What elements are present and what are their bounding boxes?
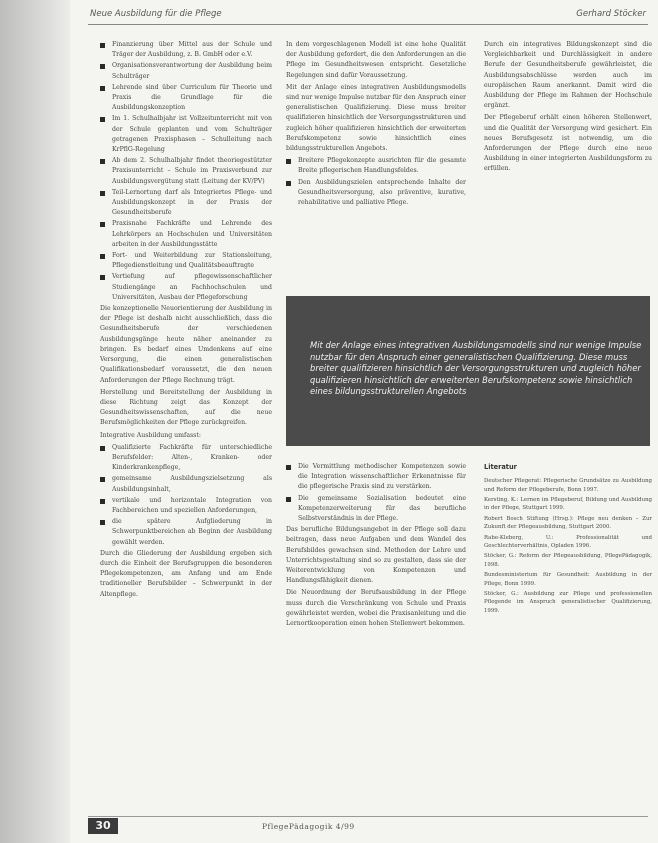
paragraph: Durch ein integratives Bildungskonzept sind die Vergleichbarkeit und Durchlässigkeit in andere Berufe der Gesundheitsberufe gewährleistet, die Ausbildungsabschlüsse werden auch im europäischen Raum anerkannt. Damit wird die Ausbildung der Pflege im Rahmen der Hochschule ergänzt. (484, 41, 652, 110)
paragraph: Durch die Gliederung der Ausbildung ergeben sich durch die Einheit der Berufsgruppen die besonderen Pflegekompetenzen, am Anfang und am Ende traditioneller Berufsbilder – Schwerpunkt in der Altenpflege. (100, 549, 272, 598)
list-item: vertikale und horizontale Integration von Fachbereichen und speziellen Anforderungen, (100, 496, 272, 516)
bullet-square-icon (100, 254, 105, 259)
bullet-square-icon (286, 497, 291, 502)
page-gutter (0, 0, 70, 843)
literature-entry: Bundesministerium für Gesundheit: Ausbildung in der Pflege, Bonn 1999. (484, 572, 652, 587)
list-item: Die Vermittlung methodischer Kompetenzen sowie die Integration wissenschaftlicher Erkenntnisse für die pflegerische Praxis sind zu verstärken. (286, 462, 466, 493)
paragraph: Integrative Ausbildung umfasst: (100, 431, 201, 439)
paragraph: Die Neuordnung der Berufsausbildung in der Pflege muss durch die Verschränkung von Schule und Praxis gewährleistet werden, wobei die Praxisanleitung und die Lernortkooperation einen hohen Stellenwert bekommen. (286, 589, 466, 628)
list-item: Qualifizierte Fachkräfte für unterschiedliche Berufsfelder: Alten-, Kranken- oder Kinderkrankenpflege, (100, 443, 272, 474)
list-item: Lehrende sind über Curriculum für Theorie und Praxis die Grundlage für die Ausbildungskonzeption (100, 83, 272, 114)
list-item: Ab dem 2. Schulhalbjahr findet theoriegestützter Praxisunterricht – Schule im Praxisverbund zur Ausbildungsvergütung statt (Leitung der KV/PV) (100, 156, 272, 187)
paragraph: Die konzeptionelle Neuorientierung der Ausbildung in der Pflege ist deshalb nicht ausschließlich, dass die Gesundheitsberufe der verschiedenen Ausbildungsgänge heute näher aneinander zu bringen. Es bedarf eines Umdenkens auf eine Versorgung, die einen generalistischen Qualifikationsbedarf voraussetzt, die den neuen Anforderungen der Pflege Rechnung trägt. (100, 305, 272, 384)
header-title: Neue Ausbildung für die Pflege (90, 9, 222, 19)
list-item: die spätere Aufgliederung in Schwerpunktbereichen ab Beginn der Ausbildung gewählt werden. (100, 517, 272, 548)
list-item: Im 1. Schulhalbjahr ist Vollzeitunterricht mit von der Schule geplanten und vom Schulträger getragenen Praxisphasen – Schulleitung nach KrPflG-Regelung (100, 114, 272, 155)
bullet-square-icon (100, 191, 105, 196)
bullet-square-icon (100, 64, 105, 69)
running-header (90, 9, 646, 23)
literature-entry: Stöcker, G.: Ausbildung zur Pflege und professionellen Pflegende im Anspruch generalistischer Qualifizierung, 1999. (484, 591, 652, 614)
header-author: Gerhard Stöcker (576, 9, 646, 19)
bullet-square-icon (100, 499, 105, 504)
column-middle-lower (286, 462, 466, 631)
literature-list (484, 477, 652, 615)
list-item: Die gemeinsame Sozialisation bedeutet eine Kompetenzerweiterung für das berufliche Selbstverständnis in der Pflege. (286, 494, 466, 525)
footer-rule (88, 816, 648, 817)
pullquote-text: Mit der Anlage eines integrativen Ausbildungsmodells sind nur wenige Impulse nutzbar für den Anspruch einer generalistischen Qualifizierung. Diese muss breiter qualifizieren hinsichtlich der Versorgungsstrukturen und zugleich höher qualifizieren hinsichtlich der erweiterten Berufskompetenz sowie hinsichtlich eines bildungsstrukturellen Angebots (310, 340, 642, 396)
column-right (484, 40, 652, 177)
literature-entry: Kersting, K.: Lernen im Pflegeberuf, Bildung und Ausbildung in der Pflege, Stuttgart 1999. (484, 497, 652, 512)
bullet-square-icon (100, 477, 105, 482)
literature-title: Literatur (484, 463, 517, 471)
list-item: Vertiefung auf pflegewissenschaftlicher Studiengänge an Fachhochschulen und Universitäten, Ausbau der Pflegeforschung (100, 272, 272, 303)
list-item: Den Ausbildungszielen entsprechende Inhalte der Gesundheitsversorgung, also präventive, kurative, rehabilitative und palliative Pflege. (286, 178, 466, 209)
paragraph: Der Pflegeberuf erhält einen höheren Stellenwert, und die Qualität der Versorgung wird gesichert. Ein neues Berufsgesetz ist notwendig, um die Anforderungen der Pflege durch eine neue Ausbildung in einer integrierten Ausbildungsform zu erfüllen. (484, 114, 652, 173)
page-number: 30 (88, 818, 118, 834)
bullet-list-c (286, 156, 466, 208)
list-item: gemeinsame Ausbildungszielsetzung als Ausbildungsinhalt, (100, 474, 272, 494)
paragraph: Mit der Anlage eines integrativen Ausbildungsmodells sind nur wenige Impulse nutzbar für den Anspruch einer generalistischen Qualifizierung. Diese muss breiter qualifizieren hinsichtlich der Versorgungsstrukturen und zugleich höher qualifizieren hinsichtlich der erweiterten Berufskompetenz sowie hinsichtlich eines bildungsstrukturellen Angebots. (286, 83, 466, 153)
literature-entry: Robert Bosch Stiftung (Hrsg.): Pflege neu denken – Zur Zukunft der Pflegeausbildung, Stuttgart 2000. (484, 515, 652, 531)
bullet-list-a (100, 40, 272, 303)
bullet-square-icon (286, 465, 291, 470)
list-item: Organisationsverantwortung der Ausbildung beim Schulträger (100, 61, 272, 81)
bullet-square-icon (286, 181, 291, 186)
bullet-square-icon (100, 117, 105, 122)
footer-brand: PflegePädagogik 4/99 (262, 822, 355, 831)
bullet-list-d (286, 462, 466, 524)
bullet-list-b (100, 443, 272, 548)
header-rule (88, 24, 648, 25)
bullet-square-icon (100, 222, 105, 227)
literature-section (484, 462, 652, 617)
bullet-square-icon (100, 86, 105, 91)
paragraph: Herstellung und Bereitstellung der Ausbildung in diese Richtung zeigt das Konzept der Gesundheitswissenschaften, auf die neue Berufsmöglichkeiten der Pflege zurückgreifen. (100, 388, 272, 427)
list-item: Finanzierung über Mittel aus der Schule und Träger der Ausbildung, z. B. GmbH oder e.V. (100, 40, 272, 60)
bullet-square-icon (286, 159, 291, 164)
literature-entry: Deutscher Pflegerat: Pflegerische Grundsätze zu Ausbildung und Reform der Pflegeberufe, Bonn 1997. (484, 478, 652, 493)
paragraph: In dem vorgeschlagenen Modell ist eine hohe Qualität der Ausbildung gefordert, die den Anforderungen an die Pflege im Gesundheitswesen entspricht. Gesetzliche Regelungen sind dafür Voraussetzung. (286, 41, 466, 79)
paragraph: Das berufliche Bildungsangebot in der Pflege soll dazu beitragen, dass neue Aufgaben und dem Wandel des Berufsbildes gewachsen sind. Methoden der Lehre und Unterrichtsgestaltung sind so zu gestalten, dass sie der Weiterentwicklung von Kompetenzen und Handlungsfähigkeit dienen. (286, 526, 466, 585)
literature-entry: Rabe-Kleberg, U.: Professionalität und Geschlechterverhältnis, Opladen 1996. (484, 534, 652, 550)
list-item: Praxisnahe Fachkräfte und Lehrende des Lehrkörpers an Hochschulen und Universitäten arbeiten in der Ausbildungsstätte (100, 219, 272, 250)
column-left (100, 40, 272, 602)
list-item: Fort- und Weiterbildung zur Stationsleitung, Pflegedienstleitung und Qualitätsbeauftragte (100, 251, 272, 271)
literature-entry: Stöcker, G.: Reform der Pflegeausbildung, PflegePädagogik, 1998. (484, 553, 652, 568)
bullet-square-icon (100, 520, 105, 525)
bullet-square-icon (100, 275, 105, 280)
bullet-square-icon (100, 43, 105, 48)
bullet-square-icon (100, 446, 105, 451)
bullet-square-icon (100, 159, 105, 164)
list-item: Teil-Lernortung darf als Integriertes Pflege- und Ausbildungskonzept in der Praxis der Gesundheitsberufe (100, 188, 272, 219)
list-item: Breitere Pflegekonzepte ausrichten für die gesamte Breite pflegerischen Handlungsfeldes. (286, 156, 466, 176)
column-middle (286, 40, 466, 209)
